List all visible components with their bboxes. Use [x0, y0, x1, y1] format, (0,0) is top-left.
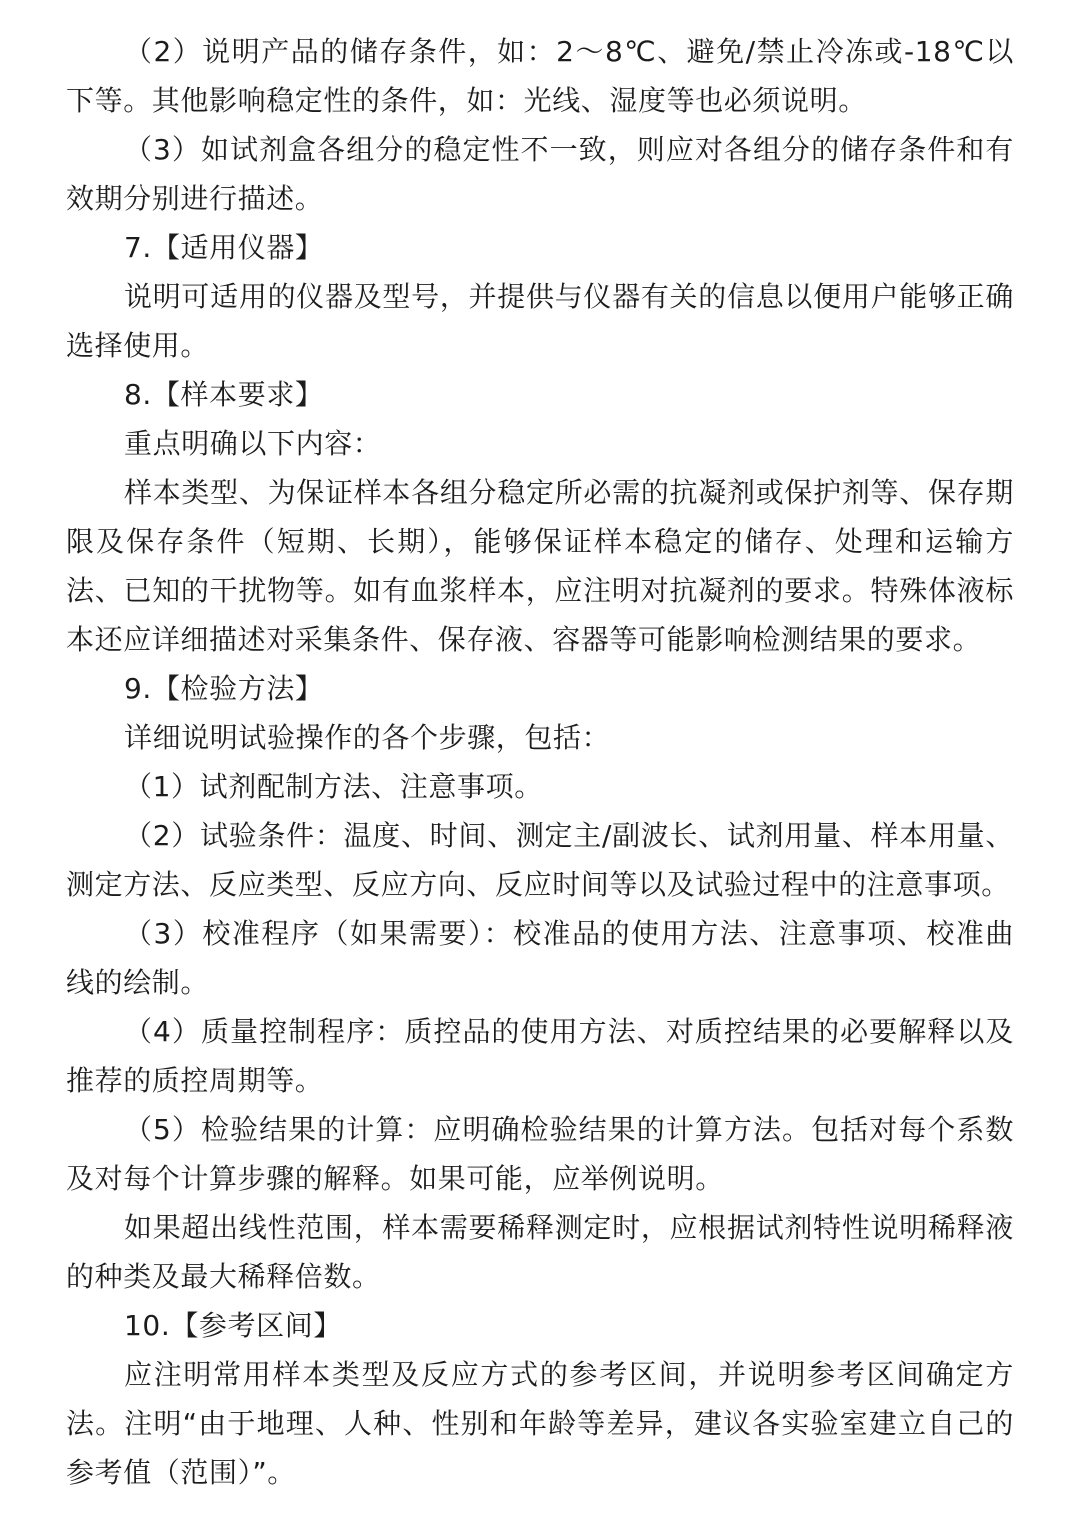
test-method-step-4: （4）质量控制程序：质控品的使用方法、对质控结果的必要解释以及推荐的质控周期等。: [66, 1015, 1014, 1097]
section-heading-test-method: 9.【检验方法】: [124, 672, 324, 705]
component-stability-paragraph: （3）如试剂盒各组分的稳定性不一致，则应对各组分的储存条件和有效期分别进行描述。: [66, 133, 1014, 215]
test-method-step-5: （5）检验结果的计算：应明确检验结果的计算方法。包括对每个系数及对每个计算步骤的解释。如果可能，应举例说明。: [66, 1113, 1014, 1195]
test-method-step-2: （2）试验条件：温度、时间、测定主/副波长、试剂用量、样本用量、测定方法、反应类型、反应方向、反应时间等以及试验过程中的注意事项。: [66, 819, 1014, 901]
reference-interval-paragraph: 应注明常用样本类型及反应方式的参考区间，并说明参考区间确定方法。注明“由于地理、人种、性别和年龄等差异，建议各实验室建立自己的参考值（范围）”。: [66, 1358, 1014, 1489]
section-heading-sample-requirements: 8.【样本要求】: [124, 378, 324, 411]
dilution-paragraph: 如果超出线性范围，样本需要稀释测定时，应根据试剂特性说明稀释液的种类及最大稀释倍数。: [66, 1211, 1014, 1293]
sample-requirements-intro: 重点明确以下内容：: [124, 427, 382, 460]
test-method-step-1: （1）试剂配制方法、注意事项。: [124, 770, 543, 803]
section-heading-reference-interval: 10.【参考区间】: [124, 1309, 342, 1342]
storage-conditions-paragraph: （2）说明产品的储存条件，如：2～8℃、避免/禁止冷冻或-18℃以下等。其他影响稳定性的条件，如：光线、湿度等也必须说明。: [66, 35, 1014, 117]
test-method-intro: 详细说明试验操作的各个步骤，包括：: [124, 721, 611, 754]
section-heading-applicable-instruments: 7.【适用仪器】: [124, 231, 324, 264]
test-method-step-3: （3）校准程序（如果需要）：校准品的使用方法、注意事项、校准曲线的绘制。: [66, 917, 1014, 999]
sample-requirements-paragraph: 样本类型、为保证样本各组分稳定所必需的抗凝剂或保护剂等、保存期限及保存条件（短期、长期），能够保证样本稳定的储存、处理和运输方法、已知的干扰物等。如有血浆样本，应注明对抗凝剂的要求。特殊体液标本还应详细描述对采集条件、保存液、容器等可能影响检测结果的要求。: [66, 476, 1014, 656]
instruments-paragraph: 说明可适用的仪器及型号，并提供与仪器有关的信息以便用户能够正确选择使用。: [66, 280, 1014, 362]
